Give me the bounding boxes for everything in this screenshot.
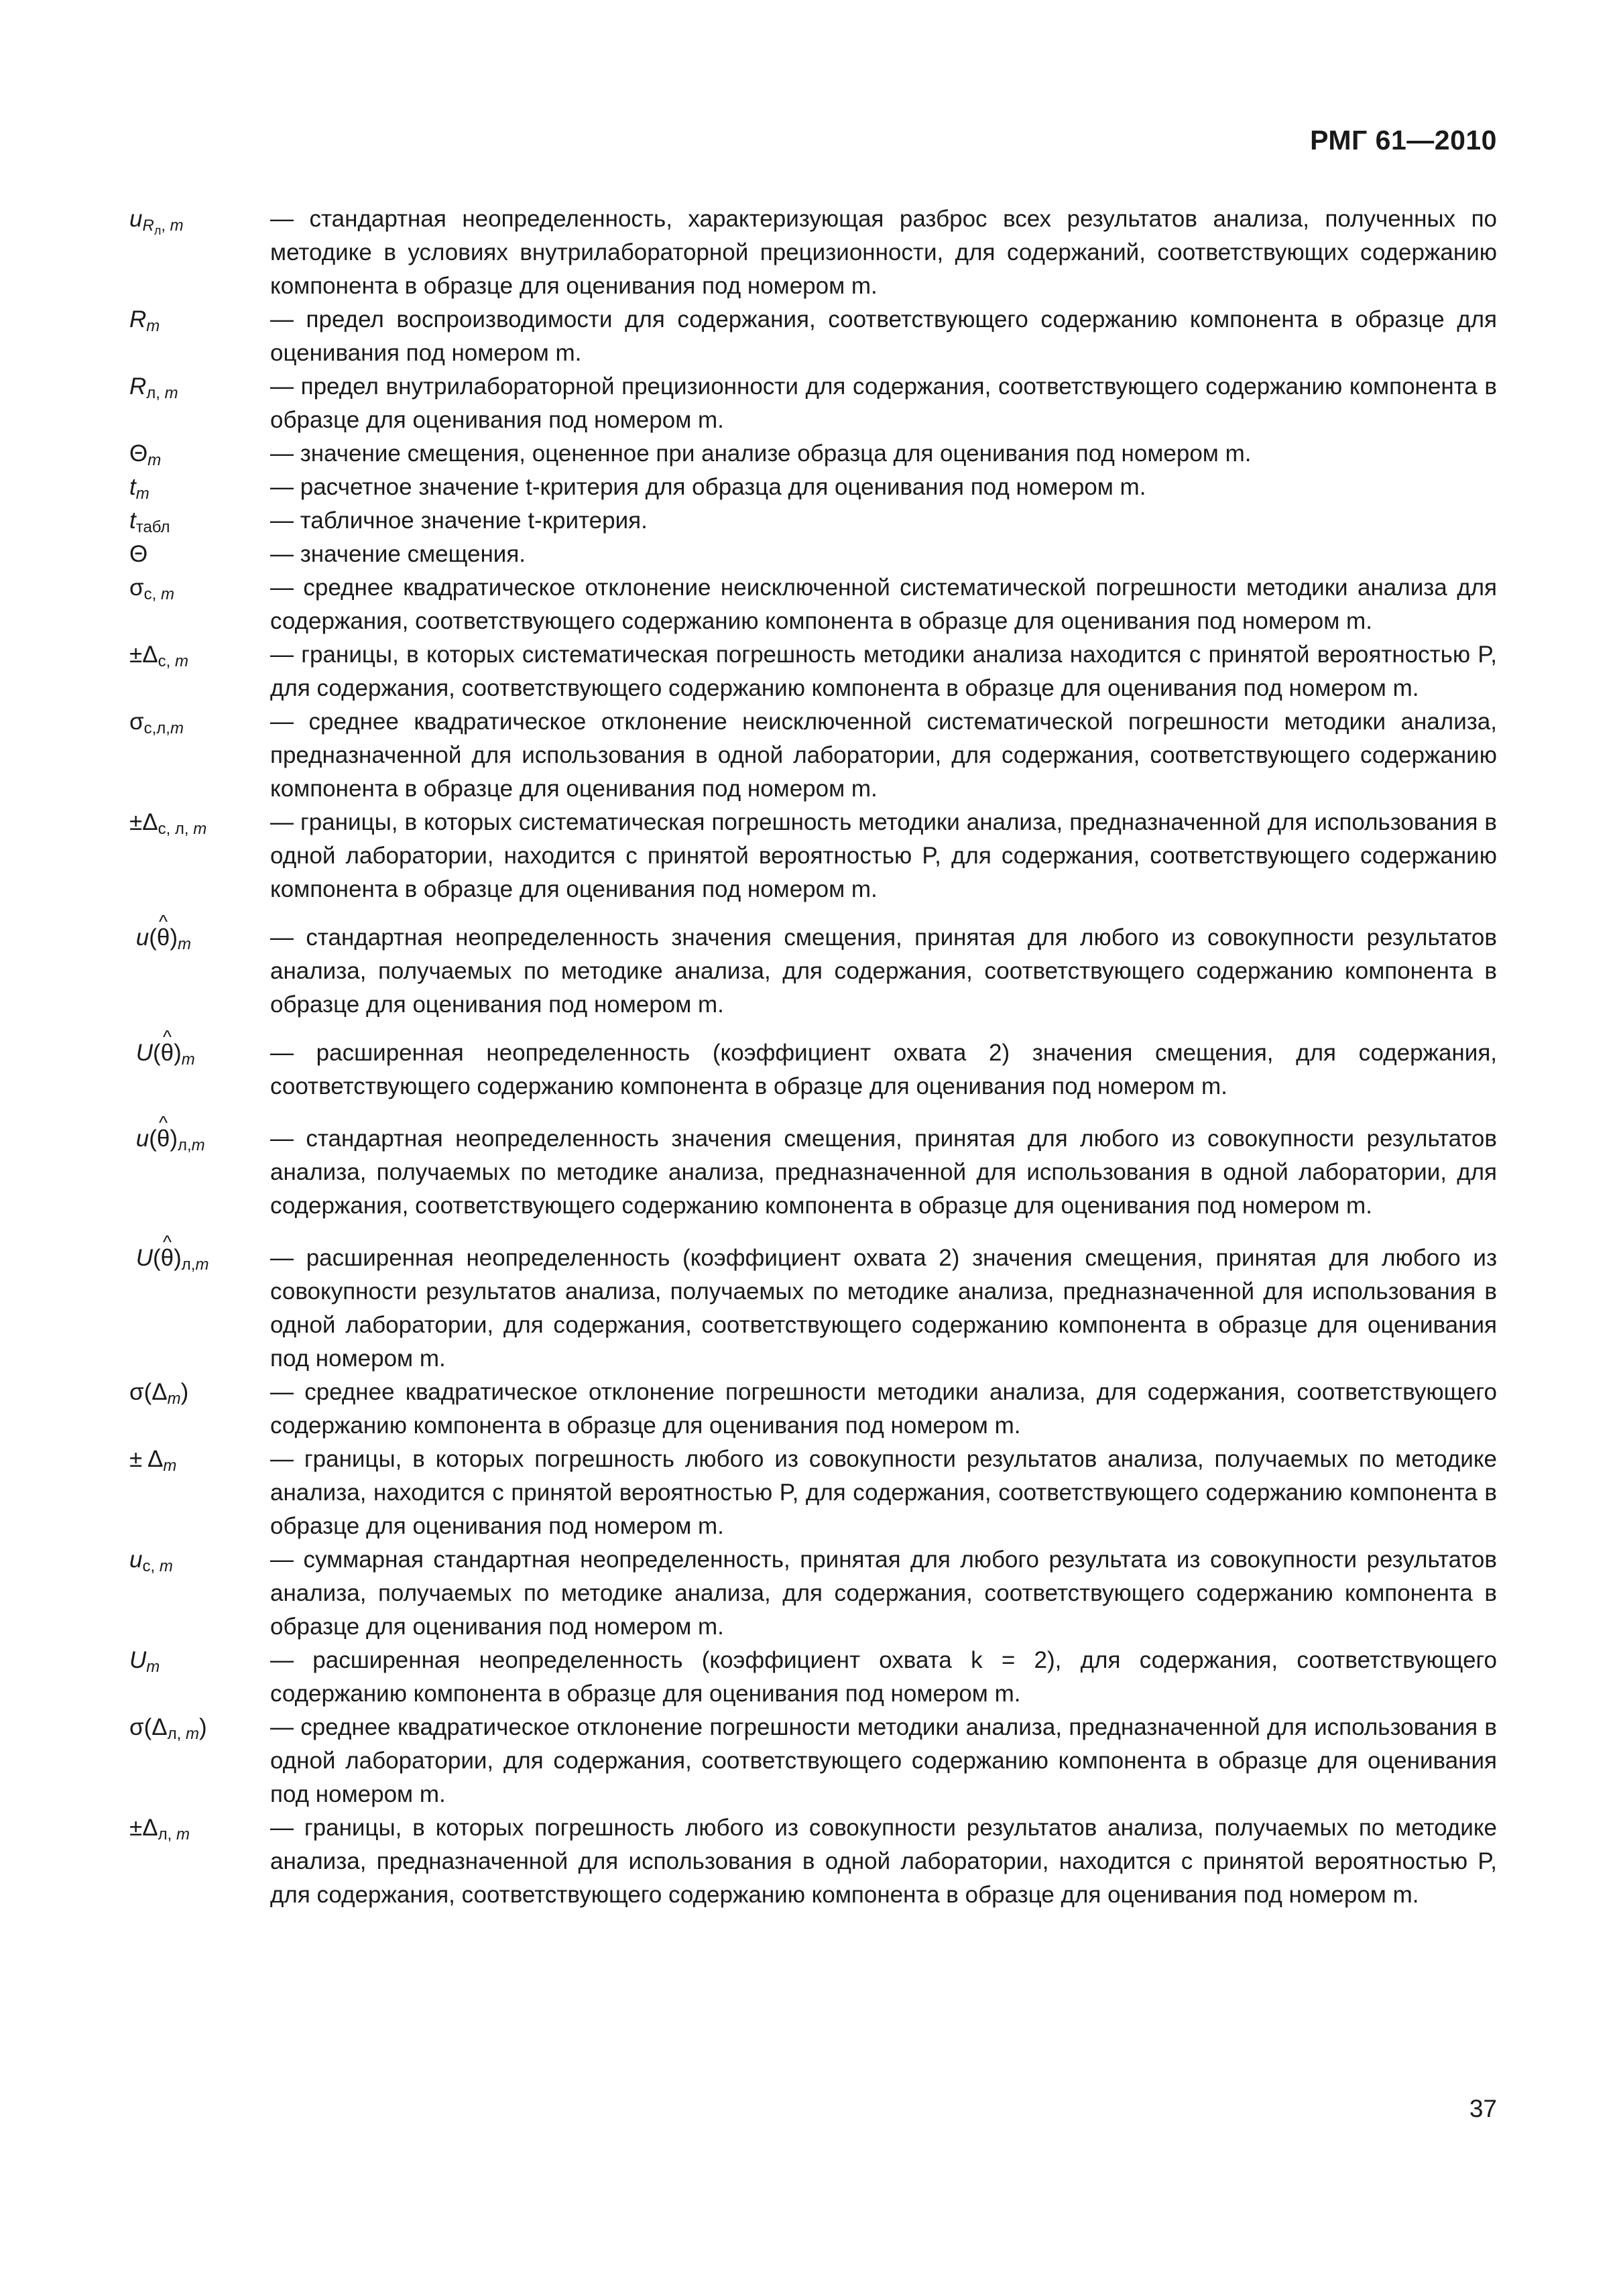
symbol-U-m: $U_m$: [129, 1647, 160, 1676]
symbol-sigma-delta-l-m: $\sigma(\Delta_{л, m})$: [129, 1714, 207, 1743]
definition-text: — стандартная неопределенность, характеризующая разброс всех результатов анализа, полученных по методике в условиях внутрилабораторной прецизионности, для содержаний, соответствующих содержанию компонента в образце для оценивания под номером m.: [270, 206, 1497, 299]
definition-row: [129, 370, 1497, 437]
definition-text: — стандартная неопределенность значения смещения, принятая для любого из совокупности результатов анализа, получаемых по методике анализа, предназначенной для использования в одной лаборатории, для содержания, соответствующего содержанию компонента в образце для оценивания под номером m.: [270, 1126, 1497, 1219]
definition-text: — предел внутрилабораторной прецизионности для содержания, соответствующего содержанию компонента в образце для оценивания под номером m.: [270, 373, 1497, 433]
symbol-delta-l-m: $\pm\Delta_{л, m}$: [129, 1815, 190, 1844]
definition-text: — расширенная неопределенность (коэффициент охвата k = 2), для содержания, соответствующего содержанию компонента в образце для оценивания под номером m.: [270, 1647, 1497, 1707]
symbol-sigma-c-m: $\sigma_{с, m}$: [129, 575, 174, 603]
symbol-u-c-m: $u_{с, m}$: [129, 1547, 173, 1575]
definition-row: [129, 471, 1497, 504]
symbol-t-m: $t_m$: [129, 474, 149, 503]
definition-text: — табличное значение t-критерия.: [270, 507, 648, 534]
symbol-u-theta-hat-l-m: u(^ $\theta)_{л,m}$: [129, 1122, 270, 1156]
definition-row: [129, 1036, 1497, 1103]
definition-row: [129, 571, 1497, 638]
definition-text: — границы, в которых систематическая погрешность методики анализа, предназначенной для использования в одной лаборатории, находится с принятой вероятностью P, для содержания, соответствующего содержанию компонента в образце для оценивания под номером m.: [270, 809, 1497, 902]
definition-row: [129, 1711, 1497, 1811]
definition-row: [129, 504, 1497, 538]
symbol-delta-c-m: $\pm\Delta_{с, m}$: [129, 642, 188, 670]
definition-text: — границы, в которых погрешность любого из совокупности результатов анализа, получаемых по методике анализа, предназначенной для использования в одной лаборатории, находится с принятой вероятностью P, для содержания, соответствующего содержанию компонента в образце для оценивания под номером m.: [270, 1815, 1497, 1908]
symbol-delta-m: ± $\Delta_m$: [129, 1446, 177, 1475]
definition-text: — суммарная стандартная неопределенность, принятая для любого результата из совокупности результатов анализа, получаемых по методике анализа, для содержания, соответствующего содержанию компонента в образце для оценивания под номером m.: [270, 1547, 1497, 1640]
symbol-theta-m: $\Theta_m$: [129, 440, 162, 469]
definition-row: [129, 1811, 1497, 1912]
symbol-sigma-delta-m: $\sigma(\Delta_m)$: [129, 1379, 189, 1408]
definition-row: [129, 806, 1497, 906]
symbol-delta-c-l-m: $\pm\Delta_{с, л, m}$: [129, 809, 207, 838]
definition-row: [129, 1644, 1497, 1711]
definitions-list: [129, 202, 1497, 1912]
definition-row: [129, 921, 1497, 1022]
definition-text: — стандартная неопределенность значения смещения, принятая для любого из совокупности результатов анализа, получаемых по методике анализа, для содержания, соответствующего содержанию компонента в образце для оценивания под номером m.: [270, 924, 1497, 1018]
definition-text: — значение смещения, оцененное при анализе образца для оценивания под номером m.: [270, 440, 1252, 467]
definition-text: — границы, в которых систематическая погрешность методики анализа находится с принятой вероятностью P, для содержания, соответствующего содержанию компонента в образце для оценивания под номером m.: [270, 642, 1497, 701]
symbol-sigma-c-l-m: $\sigma_{с,л,m}$: [129, 709, 184, 737]
definition-row: [129, 202, 1497, 303]
definition-text: — среднее квадратическое отклонение неисключенной систематической погрешности методики анализа для содержания, соответствующего содержанию компонента в образце для оценивания под номером m.: [270, 575, 1497, 634]
symbol-t-tabl: $t_{табл}$: [129, 507, 170, 536]
definition-text: — среднее квадратическое отклонение погрешности методики анализа, предназначенной для использования в одной лаборатории, для содержания, соответствующего содержанию компонента в образце для оценивания под номером m.: [270, 1714, 1497, 1807]
definition-text: — предел воспроизводимости для содержания, соответствующего содержанию компонента в образце для оценивания под номером m.: [270, 306, 1497, 366]
definition-row: [129, 538, 1497, 571]
definition-row: [129, 705, 1497, 806]
definition-row: [129, 638, 1497, 705]
definition-text: — расчетное значение t-критерия для образца для оценивания под номером m.: [270, 474, 1146, 500]
definition-row: [129, 437, 1497, 471]
symbol-U-theta-hat-l-m: U(^ $\theta)_{л,m}$: [129, 1242, 270, 1275]
definition-row: [129, 1122, 1497, 1223]
symbol-U-theta-hat-m: U(^ $\theta)_m$: [129, 1036, 270, 1070]
symbol-u-R-l-m: $u_{R_л, m}$: [129, 206, 184, 237]
symbol-u-theta-hat-m: u(^ $\theta)_m$: [129, 921, 270, 955]
document-id: РМГ 61—2010: [1310, 125, 1497, 156]
symbol-R-l-m: $R_{л, m}$: [129, 373, 178, 402]
definition-text: — расширенная неопределенность (коэффициент охвата 2) значения смещения, для содержания, соответствующего содержанию компонента в образце для оценивания под номером m.: [270, 1040, 1497, 1099]
definition-row: [129, 1242, 1497, 1376]
symbol-R-m: $R_m$: [129, 306, 160, 335]
definition-text: — среднее квадратическое отклонение неисключенной систематической погрешности методики анализа, предназначенной для использования в одной лаборатории, для содержания, соответствующего содержанию компонента в образце для оценивания под номером m.: [270, 709, 1497, 802]
definition-row: [129, 303, 1497, 370]
page-number: 37: [1469, 2095, 1497, 2122]
definition-text: — границы, в которых погрешность любого из совокупности результатов анализа, получаемых по методике анализа, находится с принятой вероятностью P, для содержания, соответствующего содержанию компонента в образце для оценивания под номером m.: [270, 1446, 1497, 1539]
definition-row: [129, 1443, 1497, 1543]
definition-row: [129, 1543, 1497, 1644]
definition-text: — значение смещения.: [270, 541, 526, 567]
definition-text: — расширенная неопределенность (коэффициент охвата 2) значения смещения, принятая для любого из совокупности результатов анализа, получаемых по методике анализа, предназначенной для использования в одной лаборатории, для содержания, соответствующего содержанию компонента в образце для оценивания под номером m.: [270, 1245, 1497, 1372]
definition-text: — среднее квадратическое отклонение погрешности методики анализа, для содержания, соответствующего содержанию компонента в образце для оценивания под номером m.: [270, 1379, 1497, 1439]
definition-row: [129, 1376, 1497, 1443]
symbol-theta: Θ: [129, 541, 148, 567]
